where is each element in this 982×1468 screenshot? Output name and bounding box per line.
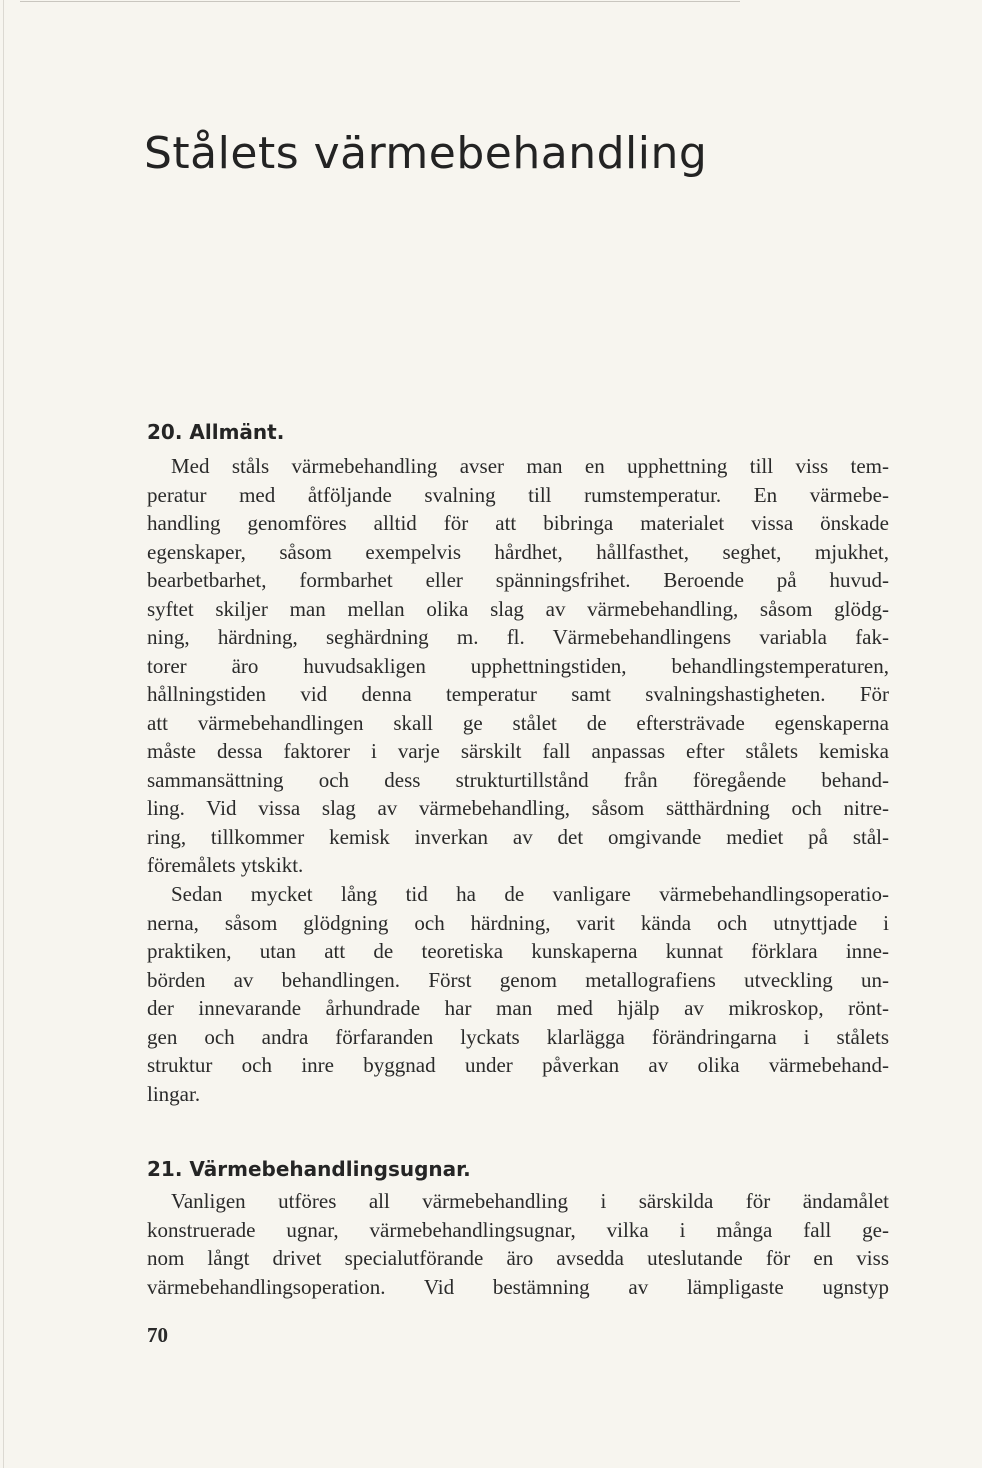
text-line: torer äro huvudsakligen upphettningstiden, behandlingstemperaturen, — [147, 653, 889, 678]
text-line: ring, tillkommer kemisk inverkan av det omgivande mediet på stål- — [147, 824, 889, 849]
text-line: måste dessa faktorer i varje särskilt fall anpassas efter stålets kemiska — [147, 739, 889, 763]
text-line: lingar. — [147, 1081, 201, 1106]
text-line: att värmebehandlingen skall ge stålet de eftersträvade egenskaperna — [147, 710, 889, 735]
section-20-paragraph-2 — [147, 880, 889, 1108]
section-21-paragraph-1 — [147, 1187, 889, 1301]
text-line: egenskaper, såsom exempelvis hårdhet, hållfasthet, seghet, mjukhet, — [147, 539, 889, 564]
text-line: syftet skiljer man mellan olika slag av värmebehandling, såsom glödg- — [147, 596, 889, 621]
text-line: hållningstiden vid denna temperatur samt svalningshastigheten. För — [147, 682, 889, 706]
text-line: Vanligen utföres all värmebehandling i särskilda för ändamålet — [171, 1189, 889, 1213]
text-line: ning, härdning, seghärdning m. fl. Värmebehandlingens variabla fak- — [147, 625, 889, 649]
page-edge — [3, 0, 4, 1468]
text-line: handling genomföres alltid för att bibringa materialet vissa önskade — [147, 511, 889, 535]
text-line: struktur och inre byggnad under påverkan av olika värmebehand- — [147, 1053, 889, 1077]
text-line: börden av behandlingen. Först genom metallografiens utveckling un- — [147, 967, 889, 992]
chapter-title: Stålets värmebehandling — [144, 128, 708, 179]
page-number: 70 — [147, 1323, 168, 1347]
text-line: Sedan mycket lång tid ha de vanligare värmebehandlingsoperatio- — [171, 882, 889, 906]
top-scan-rule — [20, 1, 740, 2]
text-line: värmebehandlingsoperation. Vid bestämning av lämpligaste ugnstyp — [147, 1274, 889, 1299]
section-heading-21: 21. Värmebehandlingsugnar. — [147, 1157, 471, 1181]
section-20-paragraph-1 — [147, 452, 889, 880]
text-line: nerna, såsom glödgning och härdning, varit kända och utnyttjade i — [147, 910, 889, 935]
section-heading-20: 20. Allmänt. — [147, 420, 285, 444]
text-line: gen och andra förfaranden lyckats klarlägga förändringarna i stålets — [147, 1024, 889, 1049]
text-line: bearbetbarhet, formbarhet eller spänningsfrihet. Beroende på huvud- — [147, 568, 889, 592]
text-line: praktiken, utan att de teoretiska kunskaperna kunnat förklara inne- — [147, 939, 889, 963]
text-line: peratur med åtföljande svalning till rumstemperatur. En värmebe- — [147, 482, 889, 507]
text-line: ling. Vid vissa slag av värmebehandling, såsom sätthärdning och nitre- — [147, 796, 889, 820]
text-line: konstruerade ugnar, värmebehandlingsugnar, vilka i många fall ge- — [147, 1217, 889, 1242]
text-line: der innevarande århundrade har man med hjälp av mikroskop, rönt- — [147, 996, 889, 1020]
text-line: föremålets ytskikt. — [147, 853, 304, 877]
text-line: sammansättning och dess strukturtillstånd från föregående behand- — [147, 767, 889, 792]
text-line: nom långt drivet specialutförande äro avsedda uteslutande för en viss — [147, 1246, 889, 1270]
text-line: Med ståls värmebehandling avser man en upphettning till viss tem- — [171, 454, 889, 478]
